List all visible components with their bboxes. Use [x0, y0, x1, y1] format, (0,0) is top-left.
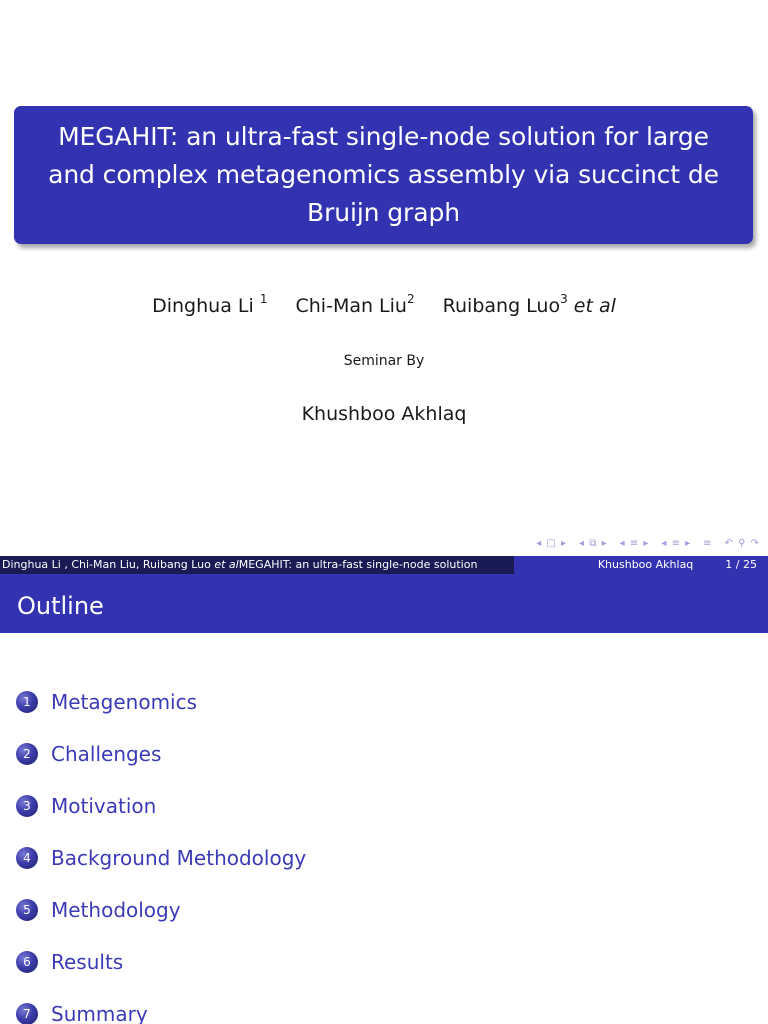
footer-et-al: et al	[214, 558, 239, 571]
frame-icon[interactable]: ◂ ⧉ ▸	[579, 538, 608, 549]
beamer-navigation	[536, 538, 760, 549]
toc-label: Summary	[51, 1002, 148, 1024]
toc-item-summary[interactable]	[16, 988, 306, 1024]
toc-label: Methodology	[51, 898, 181, 922]
toc-item-methodology[interactable]	[16, 884, 306, 936]
page-counter: 1 / 25	[725, 558, 757, 571]
subsection-icon[interactable]: ◂ ≡ ▸	[619, 538, 650, 549]
author-3	[442, 292, 616, 318]
toc-item-background-methodology[interactable]	[16, 832, 306, 884]
toc-number-ball: 3	[16, 795, 38, 817]
footer-authors: Dinghua Li , Chi-Man Liu, Ruibang Luo	[2, 558, 215, 571]
frame-title: Outline	[17, 592, 104, 620]
presentation-title: MEGAHIT: an ultra-fast single-node solution for large and complex metagenomics assembly via succinct de Bruijn graph	[48, 122, 719, 227]
author-affiliation: 2	[406, 292, 415, 306]
align-icon[interactable]: ≡	[703, 538, 713, 549]
toc-number-ball: 5	[16, 899, 38, 921]
author-2	[295, 292, 415, 318]
toc-label: Challenges	[51, 742, 162, 766]
author-1	[152, 292, 268, 318]
toc-number-ball: 1	[16, 691, 38, 713]
toc-number-ball: 6	[16, 951, 38, 973]
author-name: Ruibang Luo	[442, 295, 561, 318]
frame-title-bar	[0, 574, 768, 633]
author-name: Chi-Man Liu	[295, 295, 407, 318]
toc-label: Motivation	[51, 794, 157, 818]
slide-footer	[0, 556, 768, 574]
toc-item-motivation[interactable]	[16, 780, 306, 832]
title-box	[14, 106, 753, 244]
toc-number-ball: 2	[16, 743, 38, 765]
toc-label: Metagenomics	[51, 690, 198, 714]
author-list	[0, 286, 768, 321]
footer-citation	[0, 556, 514, 574]
toc-item-challenges[interactable]	[16, 728, 306, 780]
toc-number-ball: 7	[16, 1003, 38, 1024]
toc-item-metagenomics[interactable]	[16, 676, 306, 728]
author-affiliation: 1	[259, 292, 268, 306]
presenter-name: Khushboo Akhlaq	[301, 403, 467, 425]
et-al: et al	[573, 295, 616, 318]
table-of-contents	[16, 676, 306, 1024]
toc-number-ball: 4	[16, 847, 38, 869]
toc-label: Background Methodology	[51, 846, 307, 870]
author-affiliation: 3	[560, 292, 568, 306]
author-name: Dinghua Li	[152, 295, 254, 318]
section-icon[interactable]: ◂ ≡ ▸	[661, 538, 692, 549]
toc-item-results[interactable]	[16, 936, 306, 988]
footer-info	[514, 556, 768, 574]
toc-label: Results	[51, 950, 124, 974]
footer-presenter: Khushboo Akhlaq	[597, 558, 694, 571]
footer-short-title: MEGAHIT: an ultra-fast single-node solution	[238, 558, 478, 571]
search-icon[interactable]: ↶ ⚲ ↷	[724, 538, 760, 549]
seminar-label: Seminar By	[343, 353, 425, 369]
left-arrow-icon[interactable]: ◂ □ ▸	[536, 538, 568, 549]
